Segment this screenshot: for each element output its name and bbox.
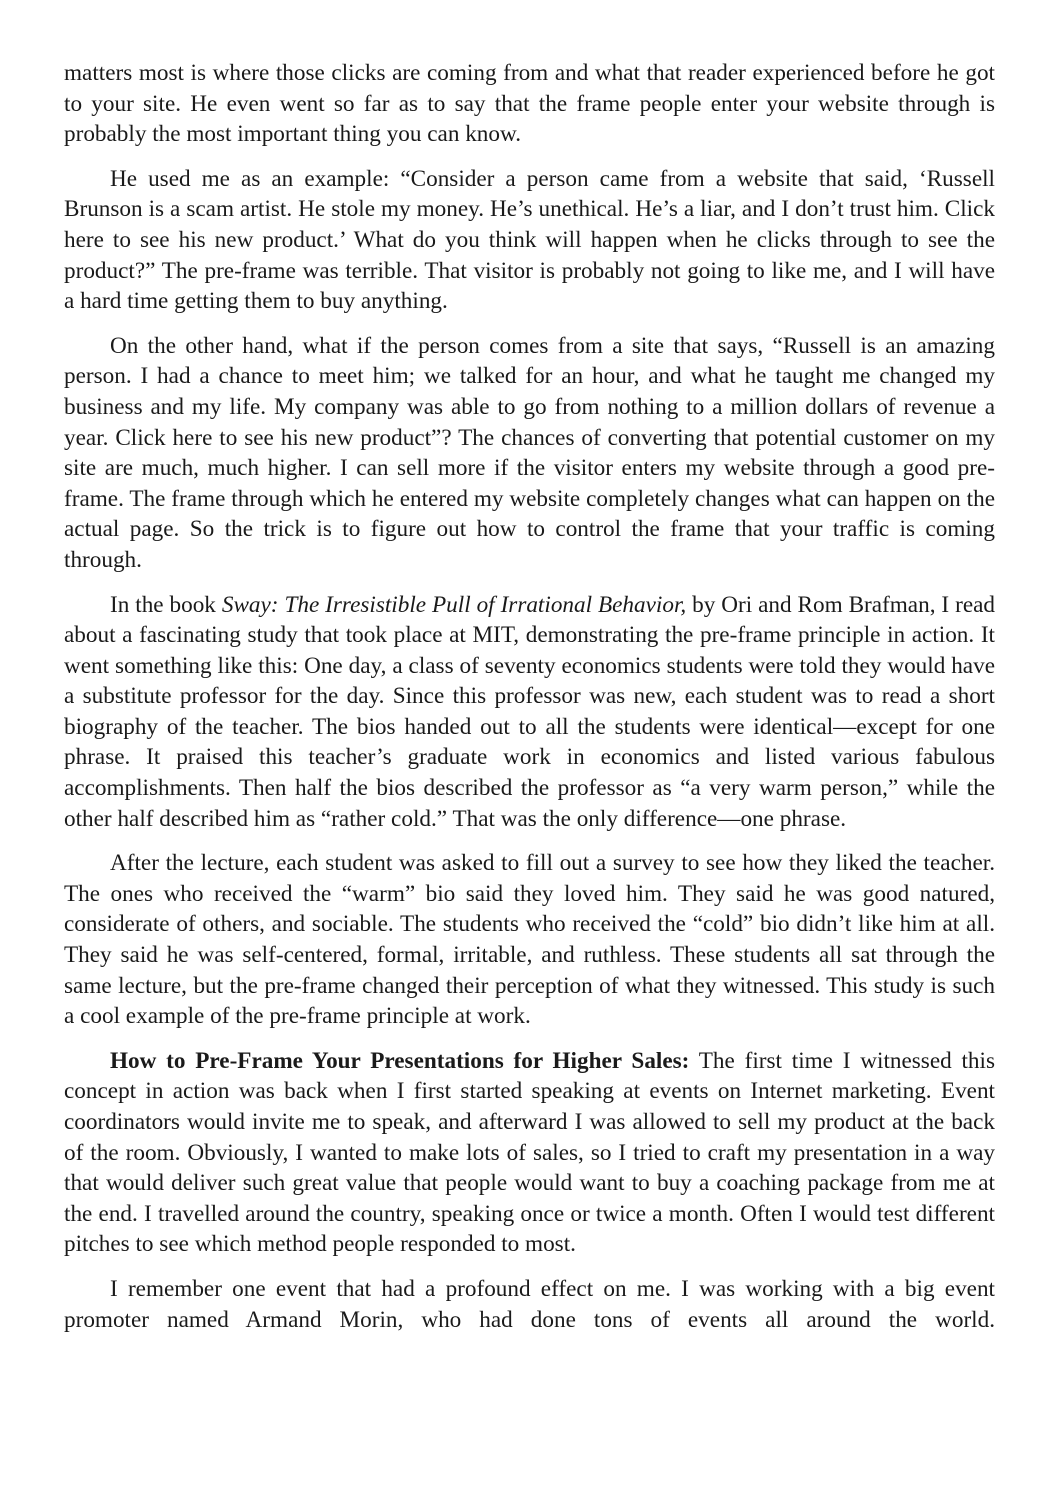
sway-intro-text: In the book xyxy=(110,591,222,618)
paragraph-good-preframe: On the other hand, what if the person comes from a site that says, “Russell is an amazing person. I had a chance to meet him; we talked for an hour, and what he taught me changed my business and my life. My company was able to go from nothing to a million dollars of revenue a year. Click here to see his new product”? The chances of converting that potential customer on my site are much, much higher. I can sell more if the visitor enters my website through a good pre-frame. The frame through which he entered my website completely changes what can happen on the actual page. So the trick is to figure out how to control the frame that your traffic is coming through. xyxy=(64,332,995,573)
paragraph-scam-example: He used me as an example: “Consider a person came from a website that said, ‘Russell Brunson is a scam artist. He stole my money. He’s unethical. He’s a liar, and I don’t trust him. Click here to see his new product.’ What do you think will happen when he clicks through to see the product?” The pre-frame was terrible. That visitor is probably not going to like me, and I will have a hard time getting them to buy anything. xyxy=(64,165,995,315)
paragraph-sway-study xyxy=(64,590,995,835)
sway-body-text: by Ori and Rom Brafman, I read about a fascinating study that took place at MIT, demonstrating the pre-frame principle in action. It went something like this: One day, a class of seventy economics students were told they would have a substitute professor for the day. Since this professor was new, each student was to read a short biography of the teacher. The bios handed out to all the students were identical—except for one phrase. It praised this teacher’s graduate work in economics and listed various fabulous accomplishments. Then half the bios described the professor as “a very warm person,” while the other half described him as “rather cold.” That was the only difference—one phrase. xyxy=(64,591,995,832)
paragraph-armand-morin: I remember one event that had a profound effect on me. I was working with a big event promoter named Armand Morin, who had done tons of events all around the world. xyxy=(64,1275,995,1333)
book-title: Sway: The Irresistible Pull of Irrational Behavior, xyxy=(221,591,687,618)
presentations-body-text: The first time I witnessed this concept in action was back when I first started speaking at events on Internet marketing. Event coordinators would invite me to speak, and afterward I was allowed to sell my product at the back of the room. Obviously, I wanted to make lots of sales, so I tried to craft my presentation in a way that would deliver such great value that people would want to buy a coaching package from me at the end. I travelled around the country, speaking once or twice a month. Often I would test different pitches to see which method people responded to most. xyxy=(64,1047,995,1258)
paragraph-presentations xyxy=(64,1046,995,1260)
paragraph-continuation: matters most is where those clicks are coming from and what that reader experienced before he got to your site. He even went so far as to say that the frame people enter your website through is probably the most important thing you can know. xyxy=(64,60,995,148)
book-page xyxy=(64,58,995,1335)
section-run-in-heading: How to Pre-Frame Your Presentations for Higher Sales: xyxy=(110,1047,690,1074)
paragraph-survey-results: After the lecture, each student was asked to fill out a survey to see how they liked the teacher. The ones who received the “warm” bio said they loved him. They said he was good natured, considerate of others, and sociable. The students who received the “cold” bio didn’t like him at all. They said he was self-centered, formal, irritable, and ruthless. These students all sat through the same lecture, but the pre-frame changed their perception of what they witnessed. This study is such a cool example of the pre-frame principle at work. xyxy=(64,850,995,1030)
